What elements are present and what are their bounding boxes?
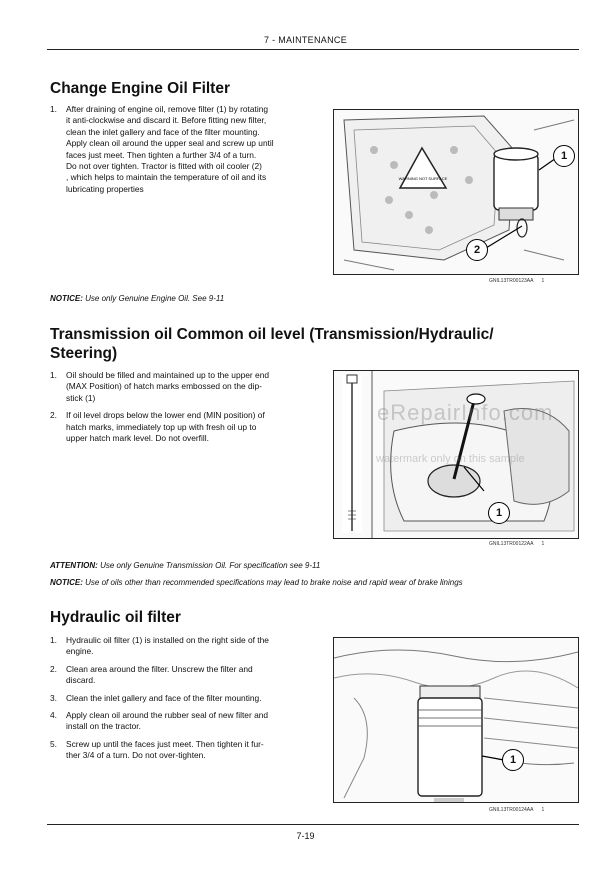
engine-oil-filter-figure (333, 109, 579, 275)
engine-oil-filter-steps (50, 104, 318, 201)
step: 1. After draining of engine oil, remove filter (1) by rotating it anti-clockwise and discard it. Before fitting new filter, clean the inlet gallery and face of the filter mounting. Apply clean oil around the upper seal and screw up until faces just meet. Then tighten a further 3/4 of a turn. Do not over tighten. Tractor is fitted with oil cooler (2) , which helps to maintain the temperature of oil and its lubricating properties (50, 104, 274, 194)
header-rule (47, 49, 579, 50)
hydraulic-oil-filter-figure (333, 637, 579, 803)
step: 3. Clean the inlet gallery and face of the filter mounting. (50, 692, 262, 703)
page-number: 7-19 (296, 831, 315, 841)
section-title-engine-oil-filter: Change Engine Oil Filter (50, 80, 230, 97)
notice-transmission-attention: ATTENTION: Use only Genuine Transmission Oil. For specification see 9-11 (50, 561, 321, 570)
step: 4. Apply clean oil around the rubber seal of new filter and install on the tractor. (50, 710, 269, 732)
step: 5. Screw up until the faces just meet. Then tighten it fur- ther 3/4 of a turn. Do not over-tighten. (50, 738, 264, 761)
step: 1. Oil should be filled and maintained up to the upper end (MAX Position) of hatch marks embossed on the dip- stick (1) (50, 370, 270, 403)
transmission-oil-steps (50, 370, 318, 450)
callout-1: 1 (502, 749, 524, 771)
hydraulic-filter-illustration (334, 638, 578, 802)
callout-1: 1 (488, 502, 510, 524)
hydraulic-oil-filter-steps (50, 635, 318, 768)
callout-1: 1 (553, 145, 575, 167)
section-title-transmission-oil: Transmission oil Common oil level (Transmission/Hydraulic/ Steering) (50, 326, 494, 362)
figure-code: GNIL13TR00123AA 1 (489, 278, 545, 284)
callout-2: 2 (466, 239, 488, 261)
step: 2. If oil level drops below the lower end (MIN position) of hatch marks, immediately top up with fresh oil up to upper hatch mark level. Do not overfill. (50, 410, 265, 444)
section-title-hydraulic-oil-filter: Hydraulic oil filter (50, 609, 181, 626)
figure-code: GNIL13TR00124AA 1 (489, 807, 545, 813)
watermark-sub: watermark only on this sample (376, 453, 525, 465)
notice-transmission-brake: NOTICE: Use of oils other than recommended specifications may lead to brake noise and rapid wear of brake linings (50, 578, 463, 587)
engine-oil-filter-illustration (334, 110, 578, 274)
watermark: eRepairInfo.com (377, 400, 554, 425)
figure-code: GNIL13TR00122AA 1 (489, 541, 545, 547)
step: 2. Clean area around the filter. Unscrew the filter and discard. (50, 663, 253, 686)
notice-engine-oil: NOTICE: Use only Genuine Engine Oil. See 9-11 (50, 294, 225, 303)
warning-label: WARNING NOT SURFACE (398, 176, 448, 181)
step: 1. Hydraulic oil filter (1) is installed on the right side of the engine. (50, 635, 269, 657)
chapter-header: 7 - MAINTENANCE (263, 35, 347, 45)
footer-rule (47, 824, 579, 825)
